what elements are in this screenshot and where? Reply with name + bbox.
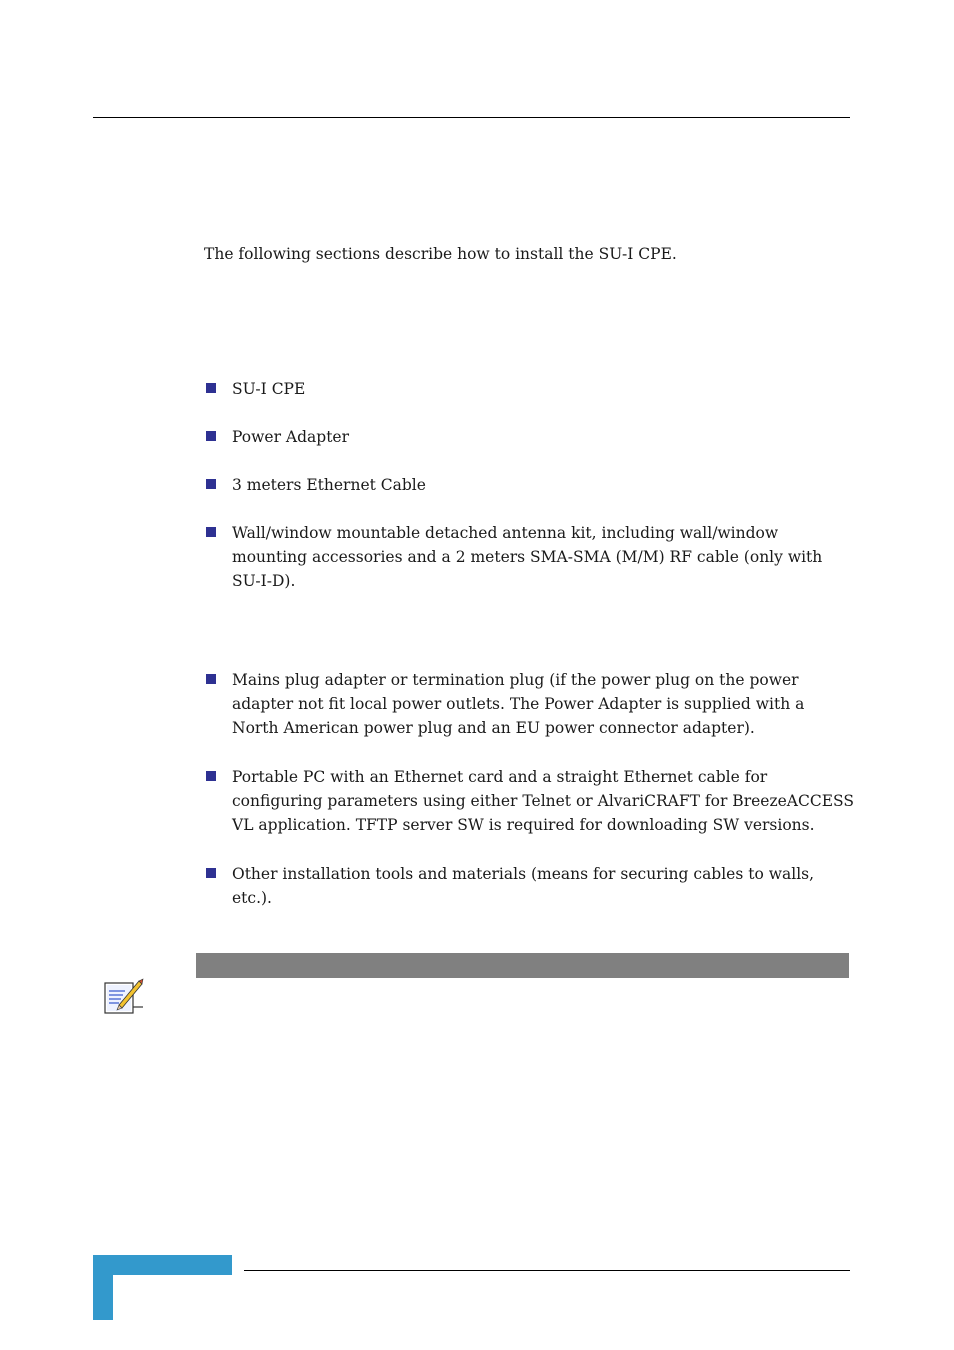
list-item (204, 425, 854, 449)
square-bullet-icon (206, 431, 216, 441)
square-bullet-icon (206, 383, 216, 393)
package-contents-list (204, 377, 854, 617)
square-bullet-icon (206, 479, 216, 489)
list-item-text: Other installation tools and materials (means for securing cables to walls, etc.). (232, 865, 815, 907)
list-item-text: Wall/window mountable detached antenna kit, including wall/window mounting accessories and a 2 meters SMA-SMA (M/M) RF cable (only with SU-I-D). (232, 524, 823, 590)
footer-accent-bar (93, 1255, 232, 1275)
list-item-text: Power Adapter (232, 428, 349, 446)
list-item (204, 521, 854, 593)
list-item (204, 377, 854, 401)
list-item-text: 3 meters Ethernet Cable (232, 476, 426, 494)
square-bullet-icon (206, 527, 216, 537)
list-item (204, 765, 854, 837)
note-pencil-icon (103, 977, 145, 1015)
intro-text: The following sections describe how to install the SU-I CPE. (204, 245, 677, 263)
list-item (204, 668, 854, 740)
square-bullet-icon (206, 771, 216, 781)
square-bullet-icon (206, 674, 216, 684)
list-item (204, 862, 854, 910)
additional-requirements-list (204, 668, 854, 935)
header-rule (93, 117, 850, 118)
footer-accent-tab (93, 1255, 113, 1320)
list-item-text: Portable PC with an Ethernet card and a straight Ethernet cable for configuring parameters using either Telnet or AlvariCRAFT for BreezeACCESS VL application. TFTP server SW is required for downloading SW versions. (232, 768, 854, 834)
list-item-text: Mains plug adapter or termination plug (if the power plug on the power adapter not fit local power outlets. The Power Adapter is supplied with a North American power plug and an EU power connector adapter). (232, 671, 805, 737)
square-bullet-icon (206, 868, 216, 878)
note-header-bar (196, 953, 849, 978)
list-item-text: SU-I CPE (232, 380, 306, 398)
list-item (204, 473, 854, 497)
footer-rule (244, 1270, 850, 1271)
